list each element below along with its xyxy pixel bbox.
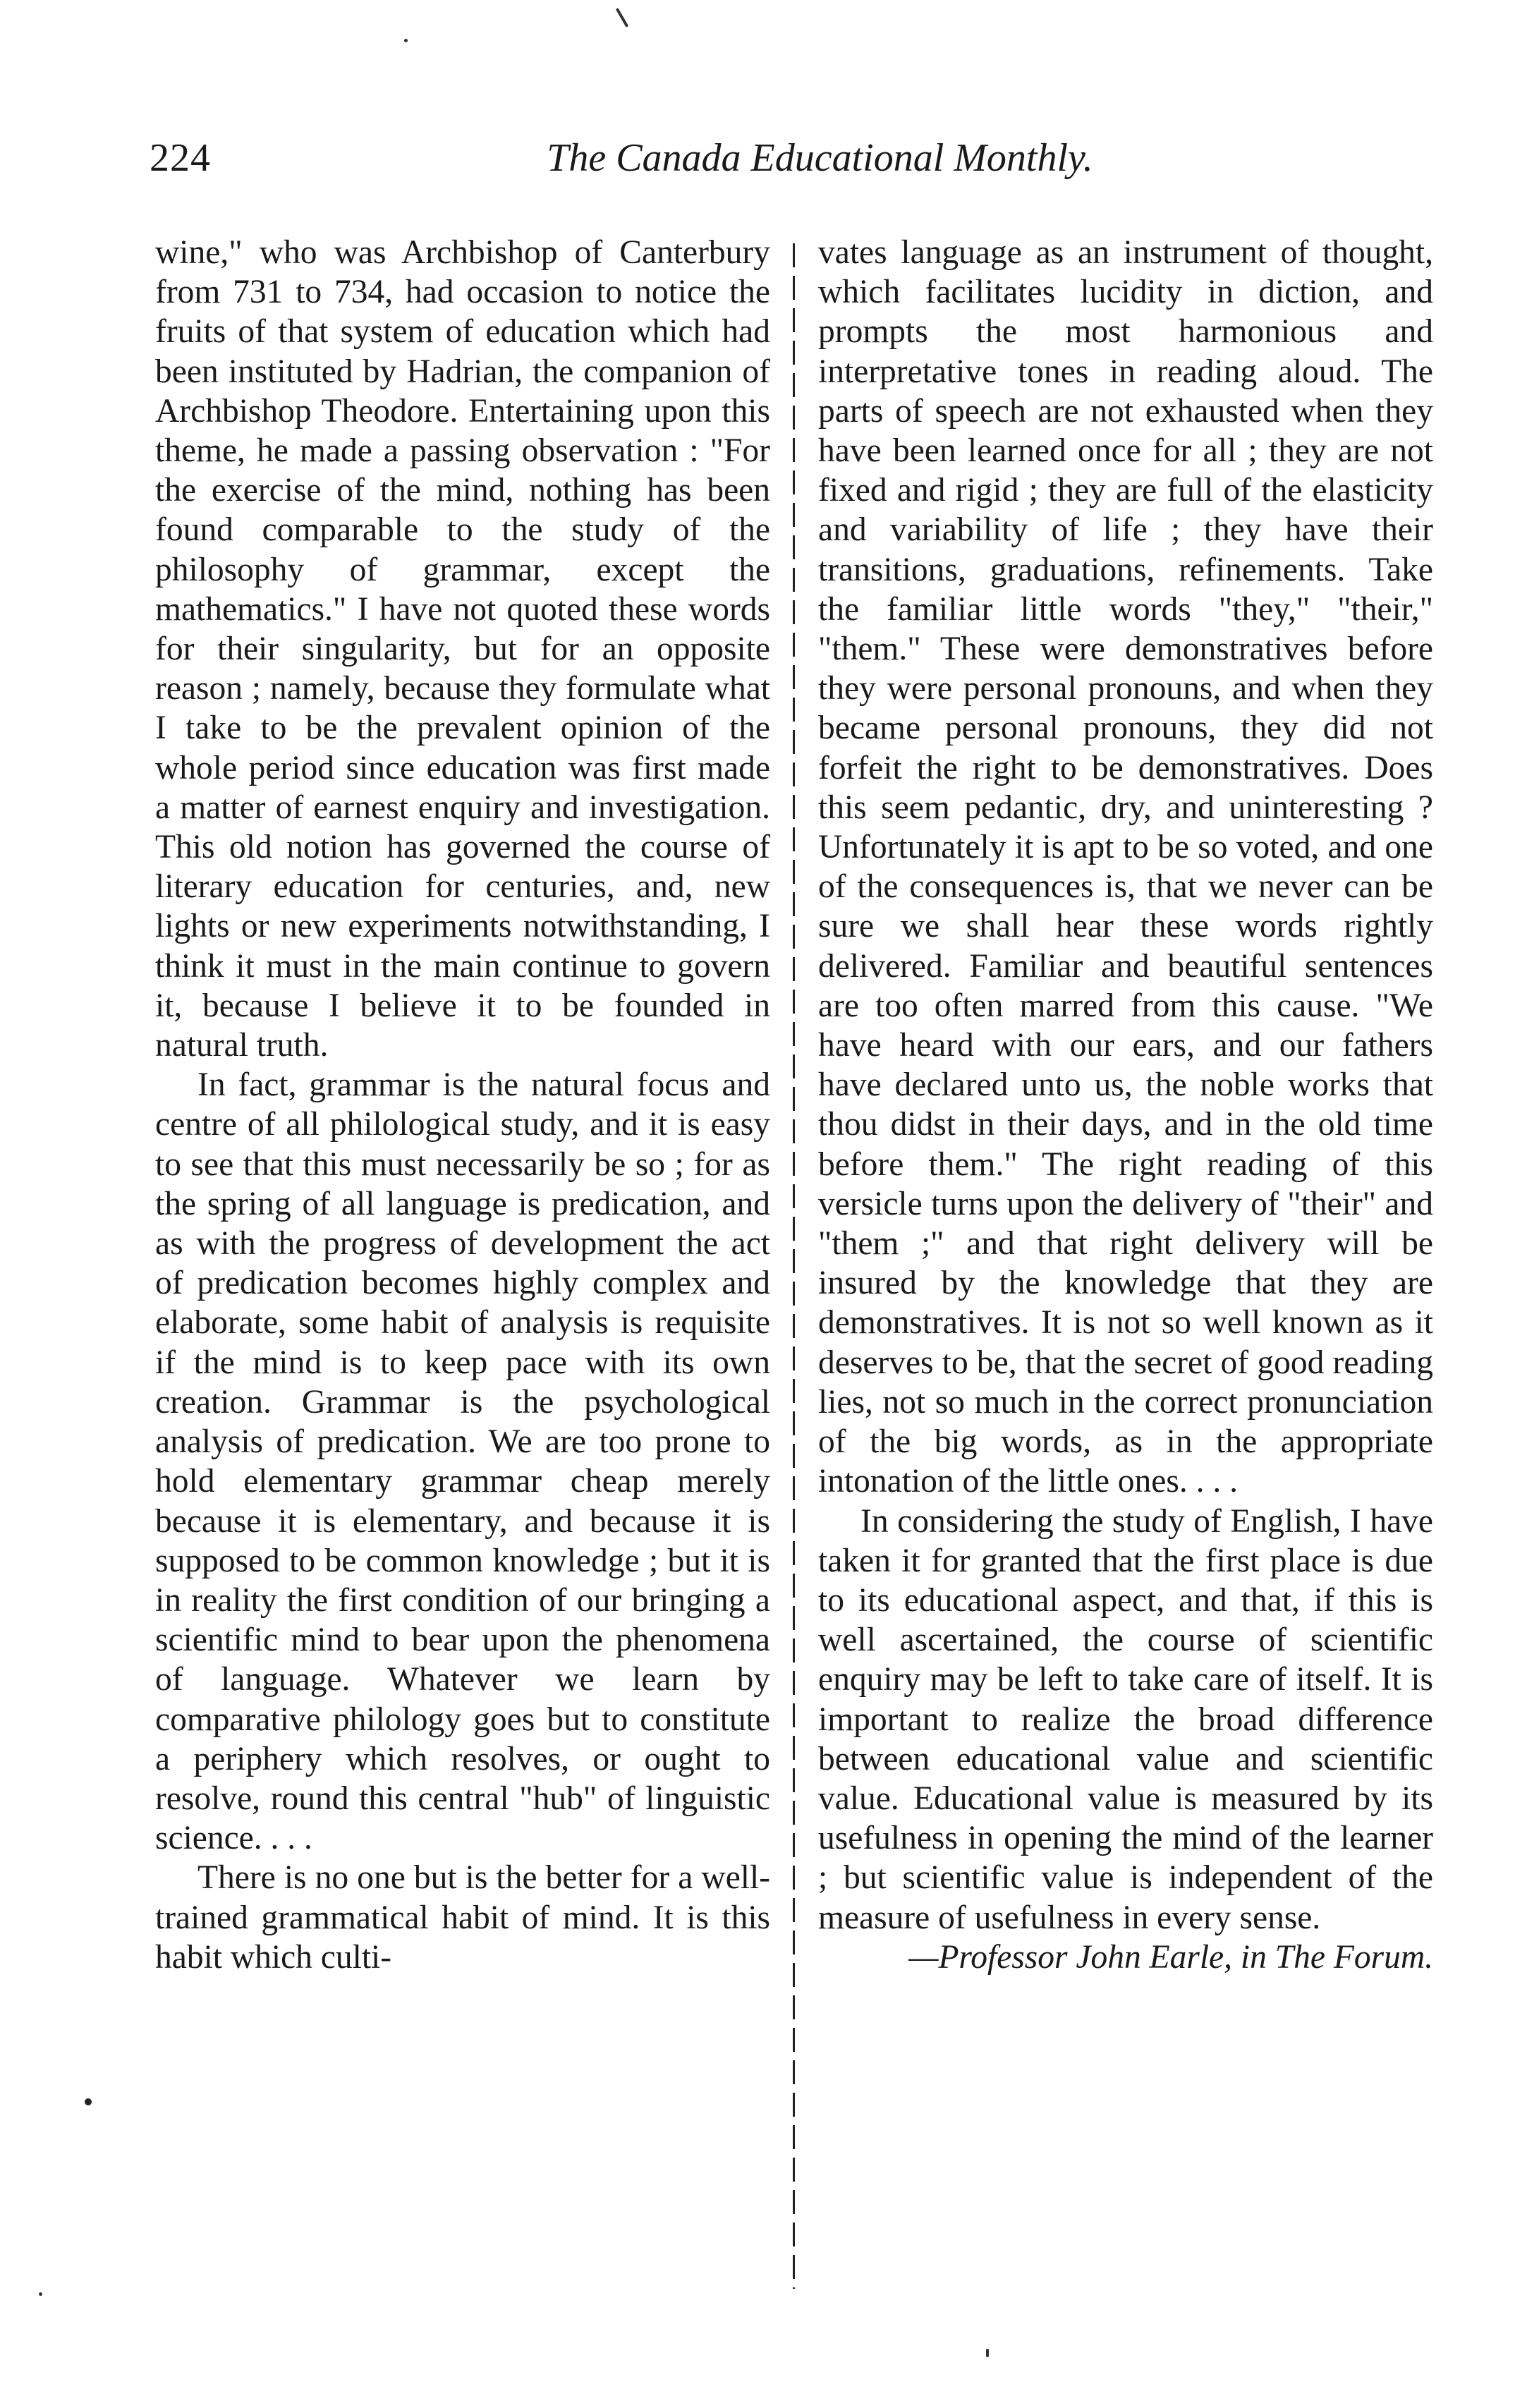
ink-speck	[986, 2349, 989, 2357]
running-head: The Canada Educational Monthly.	[547, 136, 1093, 180]
ink-speck	[39, 2292, 42, 2296]
paragraph: In considering the study of English, I have taken it for granted that the first place is due to its educational aspect, and that, if this is well ascertained, the course of scientific enquiry may be left to take care of itself. It is important to realize the broad difference between educational value and scientific value. Educational value is measured by its usefulness in opening the mind of the learner ; but scientific value is independent of the measure of usefulness in every sense.	[818, 1502, 1433, 1936]
column-divider	[793, 243, 795, 2289]
left-column	[155, 233, 770, 1977]
ink-speck	[404, 39, 408, 42]
right-column	[818, 233, 1433, 1977]
paragraph: vates language as an instrument of thought, which facilitates lucidity in diction, and prompts the most harmonious and interpretative tones in reading aloud. The parts of speech are not exhausted when they have been learned once for all ; they are not fixed and rigid ; they are full of the elasticity and variability of life ; they have their transitions, graduations, refinements. Take the familiar little words "they," "their," "them." These were demonstratives before they were personal pronouns, and when they became personal pronouns, they did not forfeit the right to be demonstratives. Does this seem pedantic, dry, and uninteresting ? Unfortunately it is apt to be so voted, and one of the consequences is, that we never can be sure we shall hear these words rightly delivered. Familiar and beautiful sentences are too often marred from this cause. "We have heard with our ears, and our fathers have declared unto us, the noble works that thou didst in their days, and in the old time before them." The right reading of this versicle turns upon the delivery of "their" and "them ;" and that right delivery will be insured by the knowledge that they are demonstratives. It is not so well known as it deserves to be, that the secret of good reading lies, not so much in the correct pronunciation of the big words, as in the appropriate intonation of the little ones. . . .	[818, 234, 1433, 1500]
ink-speck	[85, 2098, 92, 2105]
page-number: 224	[150, 136, 211, 180]
ink-speck	[616, 8, 628, 28]
paragraph: In fact, grammar is the natural focus and centre of all philological study, and it is easy to see that this must necessarily be so ; for as the spring of all language is predication, and as with the progress of development the act of predication becomes highly complex and elaborate, some habit of analysis is requisite if the mind is to keep pace with its own creation. Grammar is the psychological analysis of predication. We are too prone to hold elementary grammar cheap merely because it is elementary, and because it is supposed to be common knowledge ; but it is in reality the first condition of our bringing a scientific mind to bear upon the phenomena of language. Whatever we learn by comparative philology goes but to constitute a periphery which resolves, or ought to resolve, round this central "hub" of linguistic science. . . .	[155, 1066, 770, 1857]
paragraph: wine," who was Archbishop of Canterbury from 731 to 734, had occasion to notice the fruits of that system of education which had been instituted by Hadrian, the companion of Archbishop Theodore. Entertaining upon this theme, he made a passing observation : "For the exercise of the mind, nothing has been found comparable to the study of the philosophy of grammar, except the mathematics." I have not quoted these words for their singularity, but for an opposite reason ; namely, because they formulate what I take to be the prevalent opinion of the whole period since education was first made a matter of earnest enquiry and investigation. This old notion has governed the course of literary education for centuries, and, new lights or new experiments notwithstanding, I think it must in the main continue to govern it, because I believe it to be founded in natural truth.	[155, 234, 770, 1064]
attribution: —Professor John Earle, in The Forum.	[908, 1938, 1433, 1976]
paragraph: There is no one but is the better for a well-trained grammatical habit of mind. It is this habit which culti-	[155, 1859, 770, 1976]
